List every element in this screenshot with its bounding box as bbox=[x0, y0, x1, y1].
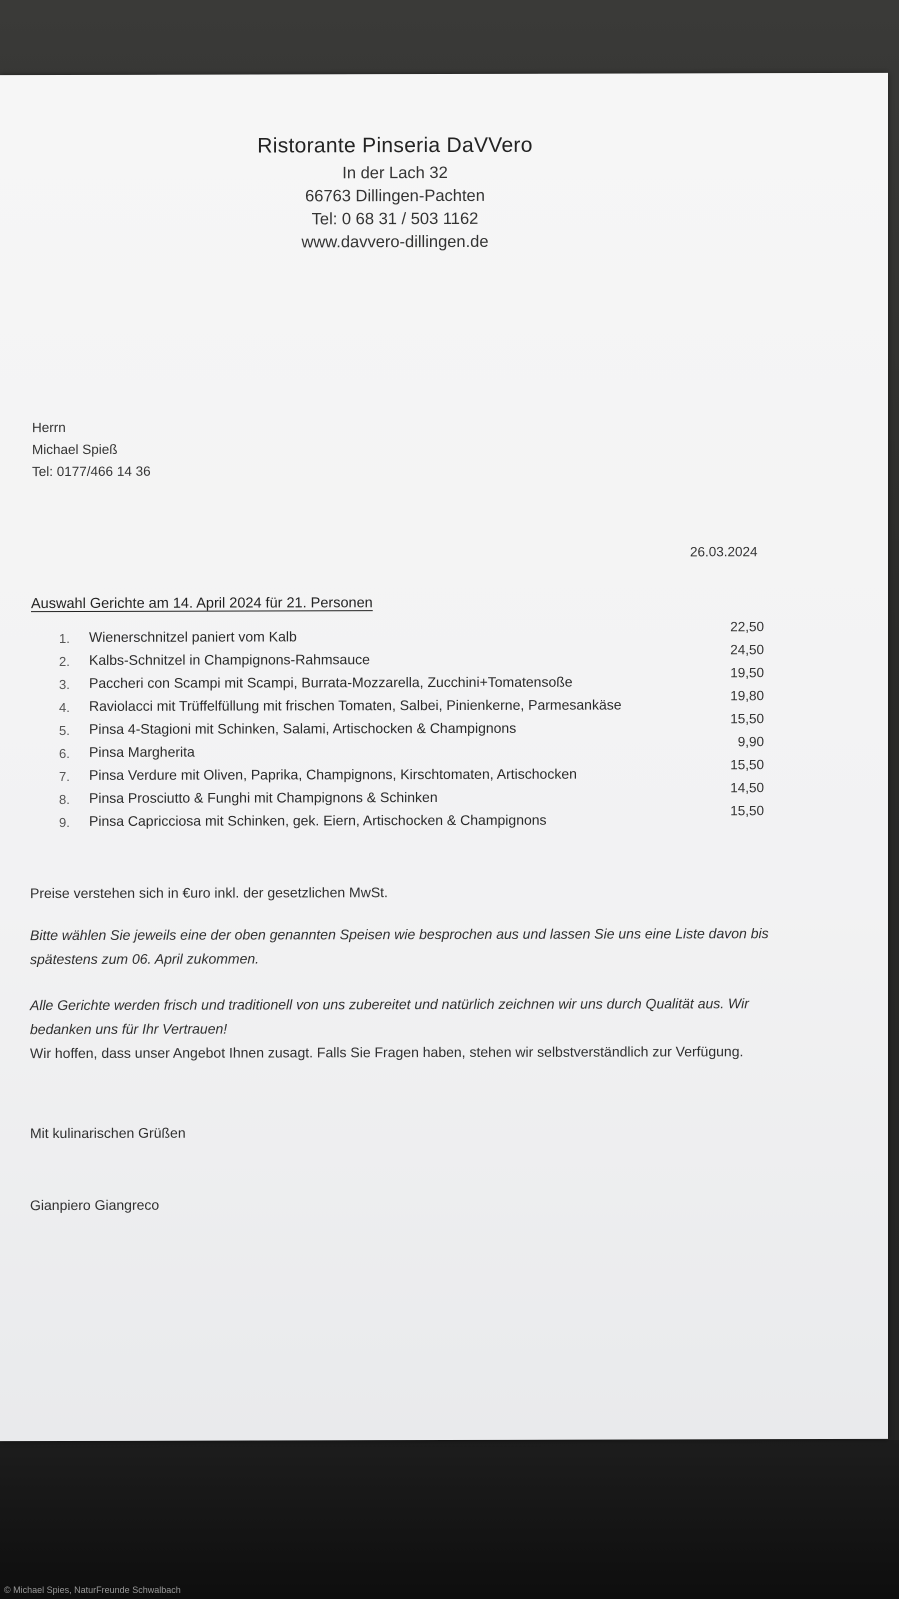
table-surface bbox=[0, 1440, 899, 1599]
restaurant-phone: Tel: 0 68 31 / 503 1162 bbox=[311, 209, 479, 229]
price-note: Preise verstehen sich in €uro inkl. der gesetzlichen MwSt. bbox=[30, 884, 388, 902]
menu-item bbox=[56, 665, 776, 696]
menu-item-dish: Paccheri con Scampi mit Scampi, Burrata-Mozzarella, Zucchini+Tomatensoße bbox=[89, 673, 573, 691]
menu-item-dish: Pinsa Capricciosa mit Schinken, gek. Eiern, Artischocken & Champignons bbox=[89, 811, 547, 829]
menu-item-number: 3. bbox=[59, 676, 70, 693]
menu-item bbox=[56, 642, 776, 673]
paragraph-quality: Alle Gerichte werden frisch und traditionell von uns zubereitet und natürlich zeichnen wir uns durch Qualität aus. Wir bedanken uns für Ihr Vertrauen! bbox=[30, 995, 749, 1038]
menu-item-number: 4. bbox=[59, 699, 70, 716]
menu-item bbox=[56, 803, 776, 834]
restaurant-website: www.davvero-dillingen.de bbox=[301, 232, 489, 252]
menu-item-dish: Kalbs-Schnitzel in Champignons-Rahmsauce bbox=[89, 651, 370, 668]
letterhead bbox=[0, 133, 790, 255]
restaurant-street: In der Lach 32 bbox=[342, 163, 448, 183]
recipient-name: Michael Spieß bbox=[32, 441, 118, 458]
menu-item-price: 15,50 bbox=[730, 757, 764, 773]
menu-item-dish: Pinsa Prosciutto & Funghi mit Champignons & Schinken bbox=[89, 789, 438, 806]
menu-item bbox=[56, 711, 776, 742]
menu-list bbox=[56, 619, 776, 834]
menu-item-price: 24,50 bbox=[730, 642, 764, 658]
paragraph-hope: Wir hoffen, dass unser Angebot Ihnen zusagt. Falls Sie Fragen haben, stehen wir selbstverständlich zur Verfügung. bbox=[30, 1043, 744, 1062]
menu-item-price: 14,50 bbox=[730, 780, 764, 796]
menu-item-price: 15,50 bbox=[730, 711, 764, 727]
menu-item-number: 8. bbox=[59, 791, 70, 808]
closing-line: Mit kulinarischen Grüßen bbox=[30, 1124, 186, 1142]
recipient-salutation: Herrn bbox=[32, 419, 66, 436]
menu-item-dish: Wienerschnitzel paniert vom Kalb bbox=[89, 628, 297, 645]
recipient-block bbox=[32, 417, 151, 483]
photo-credit: © Michael Spies, NaturFreunde Schwalbach bbox=[4, 1585, 181, 1595]
menu-item-number: 7. bbox=[59, 768, 70, 785]
menu-item-number: 9. bbox=[59, 814, 70, 831]
restaurant-name: Ristorante Pinseria DaVVero bbox=[257, 133, 533, 158]
menu-item-number: 1. bbox=[59, 630, 70, 647]
menu-item-dish: Pinsa Margherita bbox=[89, 743, 195, 760]
restaurant-city: 66763 Dillingen-Pachten bbox=[305, 186, 485, 206]
menu-item bbox=[56, 688, 776, 719]
menu-item-number: 5. bbox=[59, 722, 70, 739]
menu-item-dish: Pinsa Verdure mit Oliven, Paprika, Champignons, Kirschtomaten, Artischocken bbox=[89, 765, 577, 783]
menu-item-number: 2. bbox=[59, 653, 70, 670]
menu-item bbox=[56, 619, 776, 650]
menu-item bbox=[56, 734, 776, 765]
menu-item-dish: Raviolacci mit Trüffelfüllung mit frischen Tomaten, Salbei, Pinienkerne, Parmesankäse bbox=[89, 696, 622, 714]
letter-sheet bbox=[0, 73, 888, 1441]
letter-date: 26.03.2024 bbox=[690, 544, 758, 560]
recipient-phone: Tel: 0177/466 14 36 bbox=[32, 463, 151, 480]
signature-name: Gianpiero Giangreco bbox=[30, 1196, 160, 1214]
menu-item-price: 19,50 bbox=[730, 665, 764, 681]
letter-subject: Auswahl Gerichte am 14. April 2024 für 21. Personen bbox=[31, 595, 373, 613]
menu-item-price: 9,90 bbox=[737, 734, 764, 750]
menu-item-dish: Pinsa 4-Stagioni mit Schinken, Salami, Artischocken & Champignons bbox=[89, 719, 517, 737]
menu-item-price: 22,50 bbox=[730, 619, 764, 635]
paragraph-choose: Bitte wählen Sie jeweils eine der oben genannten Speisen wie besprochen aus und lassen Sie uns eine Liste davon bis spätestens zum 06. April zukommen. bbox=[30, 925, 769, 968]
menu-item-price: 15,50 bbox=[730, 803, 764, 819]
menu-item-number: 6. bbox=[59, 745, 70, 762]
menu-item bbox=[56, 757, 776, 788]
menu-item bbox=[56, 780, 776, 811]
menu-item-price: 19,80 bbox=[730, 688, 764, 704]
